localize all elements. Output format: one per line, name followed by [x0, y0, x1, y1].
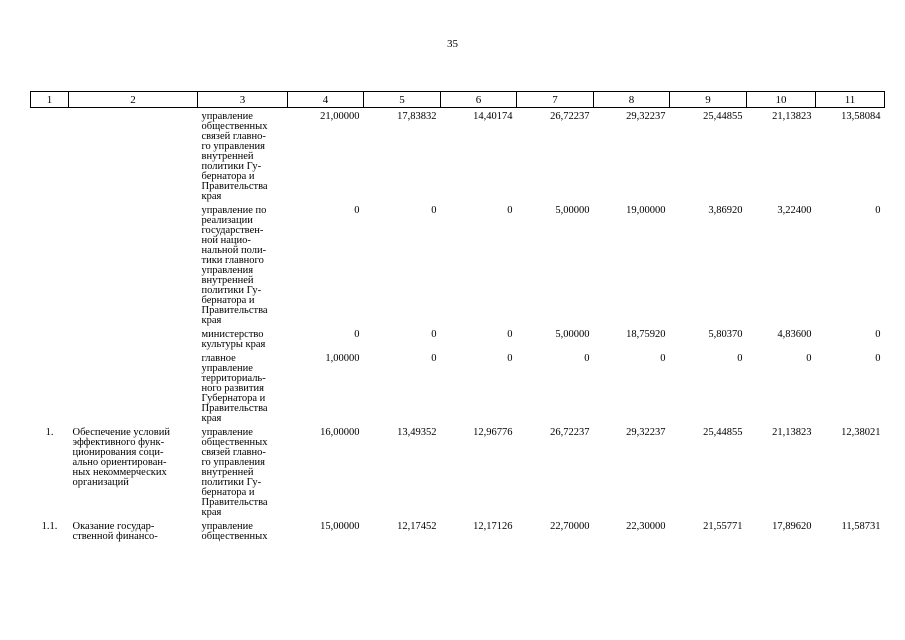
value-cell: 3,86920: [708, 205, 743, 216]
value-cell: 29,32237: [626, 111, 666, 122]
value-cell: 13,49352: [397, 427, 437, 438]
value-cell: 17,89620: [772, 521, 812, 532]
value-cell: 0: [737, 353, 743, 364]
row-number: 1.: [45, 427, 54, 438]
value-cell: 5,00000: [555, 205, 590, 216]
value-cell: 0: [354, 329, 360, 340]
value-cell: 21,00000: [320, 111, 360, 122]
value-cell: 22,70000: [550, 521, 590, 532]
value-cell: 22,30000: [626, 521, 666, 532]
value-cell: 0: [507, 329, 513, 340]
table-row: [31, 326, 885, 350]
value-cell: 12,17126: [473, 521, 513, 532]
value-cell: 12,17452: [397, 521, 437, 532]
column-header: 5: [364, 92, 441, 108]
row-number: [31, 326, 69, 350]
column-header: 1: [31, 92, 69, 108]
value-cell: 0: [507, 205, 513, 216]
value-cell: 3,22400: [777, 205, 812, 216]
value-cell: 5,00000: [555, 329, 590, 340]
value-cell: 0: [875, 205, 881, 216]
column-header: 6: [441, 92, 517, 108]
value-cell: 21,13823: [772, 111, 812, 122]
budget-table: [30, 91, 885, 542]
value-cell: 12,96776: [473, 427, 513, 438]
event-name: Оказание государ- ственной финансо-: [72, 521, 158, 542]
value-cell: 17,83832: [397, 111, 437, 122]
value-cell: 14,40174: [473, 111, 513, 122]
value-cell: 16,00000: [320, 427, 360, 438]
executor-name: управление общественных: [201, 521, 268, 542]
event-name: Обеспечение условий эффективного функ- ционирования соци- ально ориентирован- ных некоммерческих организаций: [72, 427, 170, 488]
value-cell: 21,55771: [703, 521, 743, 532]
value-cell: 1,00000: [325, 353, 360, 364]
row-number: 1.1.: [41, 521, 58, 532]
table-row: [31, 424, 885, 518]
column-header: 2: [69, 92, 198, 108]
value-cell: 0: [507, 353, 513, 364]
value-cell: 0: [431, 329, 437, 340]
value-cell: 25,44855: [703, 427, 743, 438]
row-number: [31, 108, 69, 203]
executor-name: управление по реализации государствен- ной нацио- нальной поли- тики главного управления внутренней политики Гу- бернатора и Правительства края: [201, 205, 268, 326]
value-cell: 29,32237: [626, 427, 666, 438]
table-row: [31, 518, 885, 542]
page-number: 35: [447, 38, 458, 50]
column-header: 8: [594, 92, 670, 108]
row-number: [31, 350, 69, 424]
executor-name: главное управление территориаль- ного развития Губернатора и Правительства края: [201, 353, 268, 424]
value-cell: 0: [584, 353, 590, 364]
value-cell: 19,00000: [626, 205, 666, 216]
value-cell: 21,13823: [772, 427, 812, 438]
column-number-row: [31, 92, 885, 108]
value-cell: 4,83600: [777, 329, 812, 340]
value-cell: 0: [431, 353, 437, 364]
value-cell: 13,58084: [841, 111, 881, 122]
column-header: 9: [670, 92, 747, 108]
executor-name: управление общественных связей главно- го управления внутренней политики Гу- бернатора и Правительства края: [201, 111, 268, 202]
table-row: [31, 108, 885, 203]
value-cell: 0: [806, 353, 812, 364]
column-header: 4: [288, 92, 364, 108]
value-cell: 18,75920: [626, 329, 666, 340]
value-cell: 5,80370: [708, 329, 743, 340]
column-header: 7: [517, 92, 594, 108]
executor-name: управление общественных связей главно- го управления внутренней политики Гу- бернатора и Правительства края: [201, 427, 268, 518]
value-cell: 12,38021: [841, 427, 881, 438]
value-cell: 0: [875, 353, 881, 364]
value-cell: 26,72237: [550, 111, 590, 122]
column-header: 3: [198, 92, 288, 108]
table-row: [31, 202, 885, 326]
value-cell: 25,44855: [703, 111, 743, 122]
column-header: 11: [816, 92, 885, 108]
executor-name: министерство культуры края: [201, 329, 266, 350]
value-cell: 0: [875, 329, 881, 340]
value-cell: 0: [660, 353, 666, 364]
table-row: [31, 350, 885, 424]
value-cell: 0: [354, 205, 360, 216]
value-cell: 26,72237: [550, 427, 590, 438]
value-cell: 11,58731: [841, 521, 881, 532]
value-cell: 0: [431, 205, 437, 216]
row-number: [31, 202, 69, 326]
value-cell: 15,00000: [320, 521, 360, 532]
column-header: 10: [747, 92, 816, 108]
